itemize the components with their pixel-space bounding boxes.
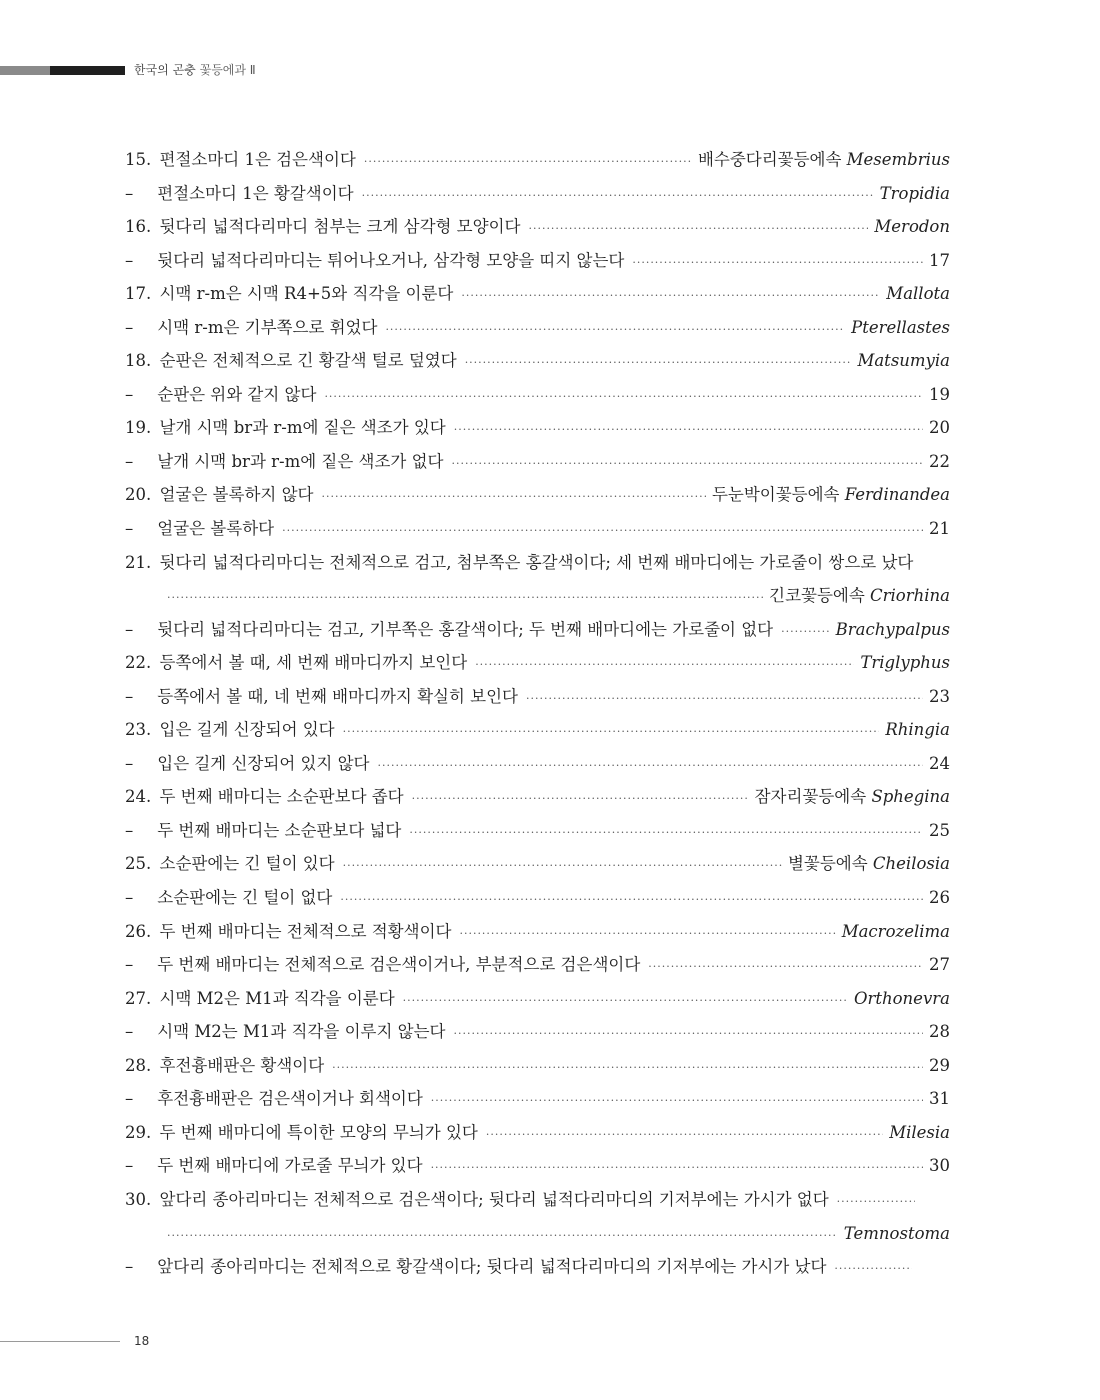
key-couplet-text bbox=[125, 244, 624, 278]
couplet-result bbox=[929, 1015, 950, 1049]
couplet-description: 두 번째 배마디에 가로줄 무늬가 있다 bbox=[157, 1156, 423, 1176]
genus-name: Matsumyia bbox=[857, 351, 950, 371]
couplet-description: 후전흉배판은 황색이다 bbox=[159, 1055, 325, 1075]
result-text: 25 bbox=[929, 820, 950, 840]
dot-leader bbox=[834, 1252, 912, 1286]
couplet-description: 뒷다리 넓적다리마디는 전체적으로 검고, 첨부쪽은 홍갈색이다; 세 번째 배마디에는 가로줄이 쌍으로 났다 bbox=[159, 552, 914, 572]
result-text: 두눈박이꽃등에속 bbox=[711, 485, 840, 505]
key-couplet-text bbox=[125, 646, 467, 680]
couplet-number: – bbox=[125, 753, 134, 773]
couplet-result bbox=[929, 680, 950, 714]
dot-leader bbox=[648, 950, 923, 984]
dot-leader bbox=[378, 749, 924, 783]
couplet-number: – bbox=[125, 519, 134, 539]
couplet-number: 30. bbox=[125, 1189, 152, 1209]
couplet-number: 29. bbox=[125, 1122, 152, 1142]
couplet-number: – bbox=[125, 384, 134, 404]
dot-leader bbox=[167, 581, 763, 615]
key-couplet-text bbox=[125, 277, 453, 311]
result-text: 24 bbox=[929, 753, 950, 773]
dot-leader bbox=[475, 648, 854, 682]
couplet-description: 시맥 M2은 M1과 직각을 이룬다 bbox=[159, 988, 395, 1008]
couplet-description: 소순판에는 긴 털이 있다 bbox=[159, 854, 335, 874]
key-couplet-text bbox=[125, 881, 332, 915]
result-text: 22 bbox=[929, 451, 950, 471]
dot-leader bbox=[409, 816, 923, 850]
identification-key bbox=[125, 143, 950, 1284]
key-couplet-text bbox=[125, 747, 370, 781]
couplet-number: – bbox=[125, 1022, 134, 1042]
couplet-result bbox=[844, 1217, 950, 1251]
couplet-result bbox=[889, 1116, 950, 1150]
couplet-description: 후전흉배판은 검은색이거나 회색이다 bbox=[157, 1089, 423, 1109]
couplet-result bbox=[857, 344, 950, 378]
couplet-result bbox=[929, 814, 950, 848]
key-couplet-text bbox=[125, 311, 377, 345]
couplet-number: – bbox=[125, 1156, 134, 1176]
couplet-description: 날개 시맥 br과 r-m에 짙은 색조가 있다 bbox=[159, 418, 446, 438]
page-number: 18 bbox=[134, 1334, 150, 1348]
couplet-number: – bbox=[125, 955, 134, 975]
result-text: 17 bbox=[929, 250, 950, 270]
key-row bbox=[125, 344, 950, 378]
genus-name: Tropidia bbox=[879, 183, 950, 203]
couplet-description: 순판은 위와 같지 않다 bbox=[157, 384, 317, 404]
key-couplet-text bbox=[125, 478, 313, 512]
dot-leader bbox=[465, 346, 852, 380]
result-text: 21 bbox=[929, 519, 950, 539]
key-couplet-text bbox=[125, 713, 335, 747]
dot-leader bbox=[837, 1185, 915, 1219]
couplet-number: – bbox=[125, 250, 134, 270]
key-row bbox=[125, 546, 950, 580]
couplet-result bbox=[769, 579, 950, 613]
genus-name: Mesembrius bbox=[846, 150, 950, 169]
couplet-result bbox=[755, 780, 950, 814]
couplet-description: 두 번째 배마디는 전체적으로 검은색이거나, 부분적으로 검은색이다 bbox=[157, 955, 641, 975]
couplet-description: 두 번째 배마디에 특이한 모양의 무늬가 있다 bbox=[159, 1122, 478, 1142]
couplet-description: 입은 길게 신장되어 있다 bbox=[159, 720, 335, 740]
dot-leader bbox=[385, 313, 845, 347]
couplet-result bbox=[880, 177, 950, 211]
couplet-number: – bbox=[125, 317, 134, 337]
key-couplet-text bbox=[125, 344, 457, 378]
couplet-description: 얼굴은 볼록하다 bbox=[157, 519, 275, 539]
couplet-number: 21. bbox=[125, 552, 152, 572]
couplet-result bbox=[929, 244, 950, 278]
couplet-number: – bbox=[125, 1257, 134, 1277]
couplet-number: 25. bbox=[125, 854, 152, 874]
dot-leader bbox=[324, 380, 923, 414]
key-row bbox=[125, 915, 950, 949]
dot-leader bbox=[340, 883, 923, 917]
key-couplet-text bbox=[125, 613, 773, 647]
couplet-description: 뒷다리 넓적다리마디는 튀어나오거나, 삼각형 모양을 띠지 않는다 bbox=[157, 250, 625, 270]
key-couplet-text bbox=[125, 847, 335, 881]
key-row bbox=[125, 1250, 950, 1284]
couplet-number: – bbox=[125, 451, 134, 471]
genus-name: Macrozelima bbox=[841, 921, 950, 941]
key-couplet-text bbox=[125, 1049, 324, 1083]
couplet-result bbox=[929, 445, 950, 479]
genus-name: Mallota bbox=[886, 284, 950, 304]
couplet-result bbox=[929, 1049, 950, 1083]
key-couplet-text bbox=[125, 378, 316, 412]
couplet-result bbox=[885, 713, 950, 747]
couplet-description: 등쪽에서 볼 때, 네 번째 배마디까지 확실히 보인다 bbox=[157, 686, 518, 706]
dot-leader bbox=[453, 1017, 923, 1051]
genus-name: Pterellastes bbox=[851, 317, 950, 337]
key-row bbox=[125, 713, 950, 747]
couplet-result bbox=[860, 646, 950, 680]
couplet-number: 27. bbox=[125, 988, 152, 1008]
result-text: 별꽃등에속 bbox=[787, 854, 868, 874]
couplet-description: 뒷다리 넓적다리마디는 검고, 기부쪽은 홍갈색이다; 두 번째 배마디에는 가로줄이 없다 bbox=[157, 619, 774, 639]
header-subtitle: 꽃등에과 Ⅱ bbox=[199, 63, 256, 77]
header-title: 한국의 곤충 bbox=[134, 63, 196, 77]
couplet-number: 17. bbox=[125, 284, 152, 304]
couplet-result bbox=[929, 1149, 950, 1183]
key-couplet-text bbox=[125, 982, 395, 1016]
genus-name: Merodon bbox=[874, 217, 950, 237]
key-couplet-text bbox=[125, 680, 518, 714]
key-row bbox=[125, 210, 950, 244]
key-row bbox=[125, 1116, 950, 1150]
key-row bbox=[125, 680, 950, 714]
couplet-number: 18. bbox=[125, 351, 152, 371]
couplet-result bbox=[929, 747, 950, 781]
result-text: 26 bbox=[929, 888, 950, 908]
genus-name: Triglyphus bbox=[860, 653, 950, 673]
dot-leader bbox=[528, 212, 868, 246]
couplet-result bbox=[929, 1082, 950, 1116]
key-couplet-text bbox=[125, 1250, 826, 1284]
couplet-description: 뒷다리 넓적다리마디 첨부는 크게 삼각형 모양이다 bbox=[159, 217, 521, 237]
couplet-description: 편절소마디 1은 검은색이다 bbox=[159, 150, 356, 169]
couplet-description: 시맥 r-m은 기부쪽으로 휘었다 bbox=[157, 317, 378, 337]
couplet-result bbox=[929, 411, 950, 445]
dot-leader bbox=[321, 480, 705, 514]
couplet-result bbox=[929, 378, 950, 412]
dot-leader bbox=[431, 1084, 923, 1118]
key-row bbox=[125, 277, 950, 311]
result-text: 잠자리꽃등에속 bbox=[754, 787, 867, 807]
dot-leader bbox=[282, 514, 923, 548]
key-row bbox=[125, 747, 950, 781]
result-text: 19 bbox=[929, 384, 950, 404]
genus-name: Temnostoma bbox=[843, 1223, 950, 1243]
couplet-description: 소순판에는 긴 털이 없다 bbox=[157, 888, 333, 908]
couplet-number: 20. bbox=[125, 485, 152, 505]
dot-leader bbox=[332, 1051, 923, 1085]
result-text: 27 bbox=[929, 955, 950, 975]
dot-leader bbox=[431, 1151, 923, 1185]
dot-leader bbox=[526, 682, 923, 716]
genus-name: Criorhina bbox=[870, 586, 950, 606]
couplet-result bbox=[788, 847, 950, 881]
dot-leader bbox=[452, 447, 924, 481]
key-row bbox=[125, 177, 950, 211]
key-row bbox=[125, 478, 950, 512]
genus-name: Orthonevra bbox=[853, 988, 950, 1008]
dot-leader bbox=[781, 615, 830, 649]
key-row bbox=[125, 982, 950, 1016]
couplet-number: – bbox=[125, 1089, 134, 1109]
footer-rule bbox=[0, 1341, 120, 1342]
couplet-number: – bbox=[125, 820, 134, 840]
dot-leader bbox=[632, 246, 923, 280]
couplet-number: – bbox=[125, 619, 134, 639]
header-text bbox=[134, 62, 256, 78]
key-row bbox=[125, 613, 950, 647]
key-couplet-text bbox=[125, 1116, 478, 1150]
genus-name: Sphegina bbox=[871, 787, 950, 807]
dot-leader bbox=[343, 849, 782, 883]
key-couplet-text bbox=[125, 780, 404, 814]
result-text: 20 bbox=[929, 418, 950, 438]
couplet-description: 두 번째 배마디는 전체적으로 적황색이다 bbox=[159, 921, 452, 941]
key-couplet-text bbox=[125, 445, 444, 479]
key-couplet-text bbox=[125, 411, 446, 445]
dot-leader bbox=[364, 145, 692, 179]
genus-name: Milesia bbox=[889, 1122, 950, 1142]
key-couplet-text bbox=[125, 1149, 423, 1183]
couplet-description: 순판은 전체적으로 긴 황갈색 털로 덮였다 bbox=[159, 351, 457, 371]
couplet-number: 24. bbox=[125, 787, 152, 807]
couplet-result bbox=[874, 210, 950, 244]
couplet-result bbox=[842, 915, 950, 949]
couplet-description: 앞다리 종아리마디는 전체적으로 검은색이다; 뒷다리 넓적다리마디의 기저부에는 가시가 없다 bbox=[159, 1189, 829, 1209]
dot-leader bbox=[459, 917, 835, 951]
running-header bbox=[0, 62, 1100, 78]
couplet-result bbox=[854, 982, 950, 1016]
couplet-description: 얼굴은 볼록하지 않다 bbox=[159, 485, 314, 505]
key-row bbox=[125, 1183, 950, 1217]
couplet-description: 등쪽에서 볼 때, 세 번째 배마디까지 보인다 bbox=[159, 653, 468, 673]
couplet-number: 15. bbox=[125, 150, 152, 169]
dot-leader bbox=[403, 984, 848, 1018]
couplet-number: – bbox=[125, 686, 134, 706]
couplet-result bbox=[929, 881, 950, 915]
couplet-number: 16. bbox=[125, 217, 152, 237]
couplet-number: 19. bbox=[125, 418, 152, 438]
couplet-result bbox=[851, 311, 950, 345]
couplet-number: – bbox=[125, 183, 134, 203]
couplet-description: 시맥 M2는 M1과 직각을 이루지 않는다 bbox=[157, 1022, 446, 1042]
dot-leader bbox=[343, 715, 880, 749]
key-row bbox=[125, 881, 950, 915]
key-row bbox=[125, 1015, 950, 1049]
key-couplet-text bbox=[125, 546, 913, 580]
couplet-number: 23. bbox=[125, 720, 152, 740]
genus-name: Ferdinandea bbox=[844, 485, 950, 505]
header-bar-light bbox=[0, 66, 50, 75]
key-row bbox=[125, 1082, 950, 1116]
key-row bbox=[125, 948, 950, 982]
result-text: 29 bbox=[929, 1055, 950, 1075]
result-text: 배수중다리꽃등에속 bbox=[697, 150, 842, 169]
key-couplet-text bbox=[125, 1082, 423, 1116]
genus-name: Cheilosia bbox=[872, 854, 950, 874]
couplet-result bbox=[886, 277, 950, 311]
result-text: 23 bbox=[929, 686, 950, 706]
dot-leader bbox=[454, 413, 923, 447]
key-couplet-text bbox=[125, 948, 640, 982]
key-row bbox=[125, 780, 950, 814]
couplet-result bbox=[929, 512, 950, 546]
couplet-description: 두 번째 배마디는 소순판보다 넓다 bbox=[157, 820, 402, 840]
dot-leader bbox=[486, 1118, 883, 1152]
key-row bbox=[125, 378, 950, 412]
dot-leader bbox=[167, 1219, 838, 1253]
key-row bbox=[125, 411, 950, 445]
result-text: 긴코꽃등에속 bbox=[769, 586, 865, 606]
key-row bbox=[125, 1149, 950, 1183]
key-couplet-text bbox=[125, 1183, 829, 1217]
genus-name: Brachypalpus bbox=[835, 619, 950, 639]
couplet-number: 28. bbox=[125, 1055, 152, 1075]
key-row bbox=[125, 814, 950, 848]
couplet-description: 앞다리 종아리마디는 전체적으로 황갈색이다; 뒷다리 넓적다리마디의 기저부에는 가시가 났다 bbox=[157, 1257, 827, 1277]
key-row bbox=[125, 1217, 950, 1251]
couplet-number: 26. bbox=[125, 921, 152, 941]
key-row bbox=[125, 847, 950, 881]
couplet-description: 편절소마디 1은 황갈색이다 bbox=[157, 183, 354, 203]
genus-name: Rhingia bbox=[885, 720, 950, 740]
couplet-result bbox=[836, 613, 950, 647]
key-couplet-text bbox=[125, 143, 356, 177]
result-text: 31 bbox=[929, 1089, 950, 1109]
key-row bbox=[125, 445, 950, 479]
couplet-description: 두 번째 배마디는 소순판보다 좁다 bbox=[159, 787, 404, 807]
key-row bbox=[125, 143, 950, 177]
couplet-number: – bbox=[125, 888, 134, 908]
key-couplet-text bbox=[125, 915, 451, 949]
result-text: 30 bbox=[929, 1156, 950, 1176]
key-couplet-text bbox=[125, 512, 274, 546]
key-row bbox=[125, 512, 950, 546]
key-couplet-text bbox=[125, 1015, 445, 1049]
couplet-description: 날개 시맥 br과 r-m에 짙은 색조가 없다 bbox=[157, 451, 444, 471]
key-row bbox=[125, 579, 950, 613]
couplet-description: 입은 길게 신장되어 있지 않다 bbox=[157, 753, 370, 773]
header-bar-dark bbox=[50, 66, 125, 75]
couplet-description: 시맥 r-m은 시맥 R4+5와 직각을 이룬다 bbox=[159, 284, 454, 304]
couplet-result bbox=[698, 143, 950, 177]
couplet-result bbox=[712, 478, 950, 512]
key-couplet-text bbox=[125, 210, 520, 244]
couplet-number: 22. bbox=[125, 653, 152, 673]
key-row bbox=[125, 311, 950, 345]
key-row bbox=[125, 244, 950, 278]
result-text: 28 bbox=[929, 1022, 950, 1042]
dot-leader bbox=[461, 279, 880, 313]
key-row bbox=[125, 646, 950, 680]
key-couplet-text bbox=[125, 814, 401, 848]
couplet-result bbox=[929, 948, 950, 982]
dot-leader bbox=[362, 179, 874, 213]
dot-leader bbox=[412, 782, 749, 816]
key-couplet-text bbox=[125, 177, 354, 211]
key-row bbox=[125, 1049, 950, 1083]
